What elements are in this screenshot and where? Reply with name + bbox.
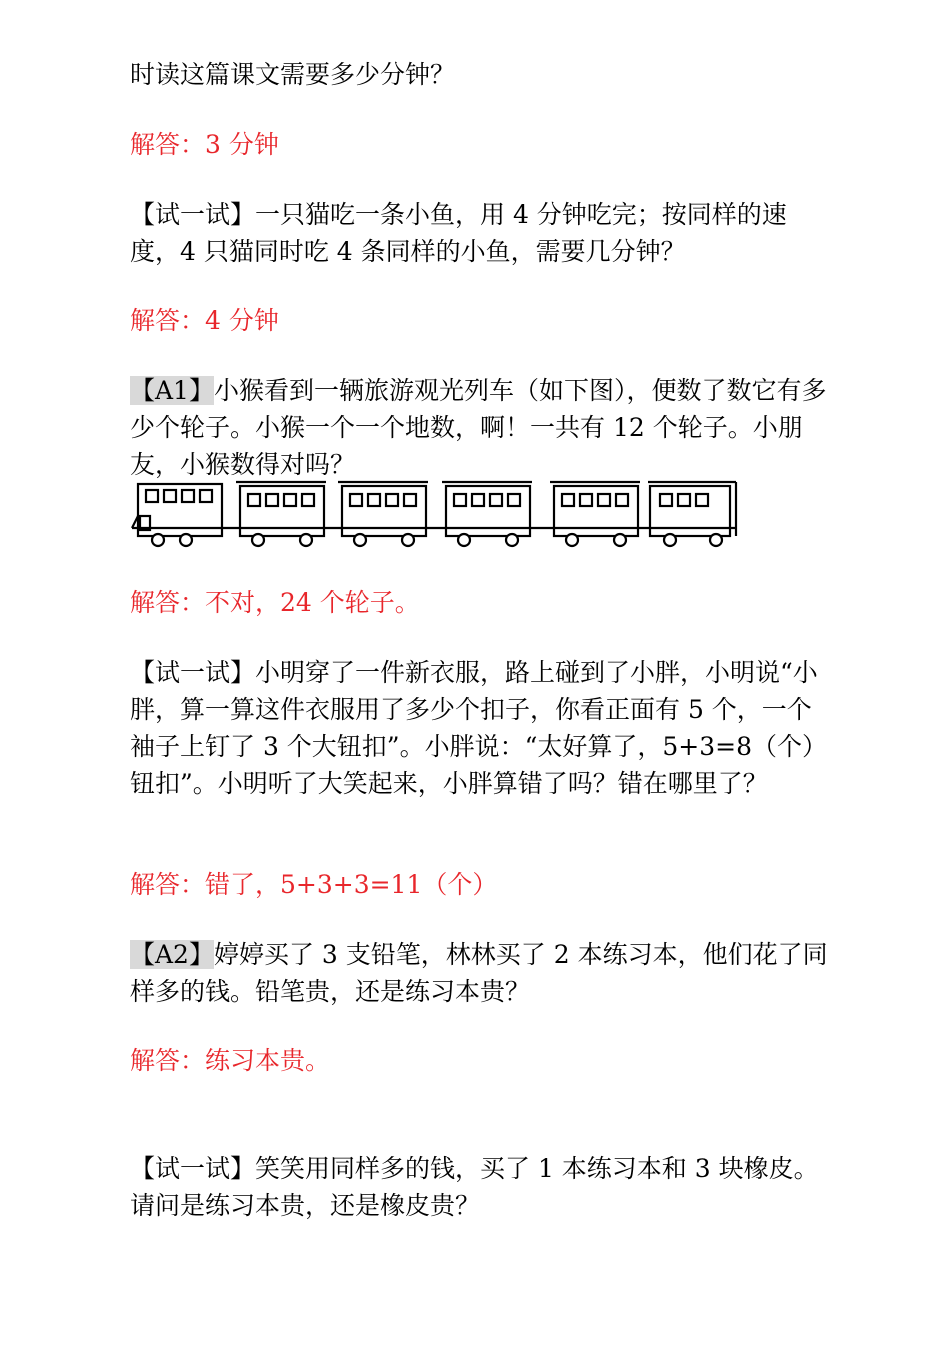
question-a1-tag: 【A1】 [130,376,214,405]
try-it-1: 【试一试】一只猫吃一条小鱼，用 4 分钟吃完；按同样的速度，4 只猫同时吃 4 条同样的小鱼，需要几分钟？ [130,200,787,266]
train-car-6 [648,482,736,546]
train-car-2 [236,482,326,546]
train-car-5 [550,482,640,546]
question-a1-text: 小猴看到一辆旅游观光列车（如下图），便数了数它有多少个轮子。小猴一个一个地数，啊！一共有 12 个轮子。小朋友，小猴数得对吗？ [130,376,827,479]
answer-5: 解答：练习本贵。 [130,1046,331,1075]
answer-3: 解答：不对，24 个轮子。 [130,588,420,617]
answer-4: 解答：错了，5+3+3=11（个） [130,870,498,899]
train-car-3 [338,482,428,546]
question-continuation: 时读这篇课文需要多少分钟？ [130,60,456,89]
question-a1 [130,372,830,483]
train-car-1 [132,484,222,546]
question-a2 [130,936,830,1010]
try-it-3: 【试一试】笑笑用同样多的钱，买了 1 本练习本和 3 块橡皮。请问是练习本贵，还是橡皮贵？ [130,1154,819,1220]
try-it-2: 【试一试】小明穿了一件新衣服，路上碰到了小胖，小明说“小胖，算一算这件衣服用了多少个扣子，你看正面有 5 个，一个袖子上钉了 3 个大钮扣”。小胖说：“太好算了，5+3=8（个）钮扣”。小明听了大笑起来，小胖算错了吗？错在哪里了？ [130,658,827,798]
train-car-4 [442,482,532,546]
question-a2-text: 婷婷买了 3 支铅笔，林林买了 2 本练习本，他们花了同样多的钱。铅笔贵，还是练习本贵？ [130,940,828,1006]
answer-1: 解答：3 分钟 [130,130,279,159]
answer-2: 解答：4 分钟 [130,306,279,335]
train-illustration [130,476,740,548]
question-a2-tag: 【A2】 [130,940,214,969]
